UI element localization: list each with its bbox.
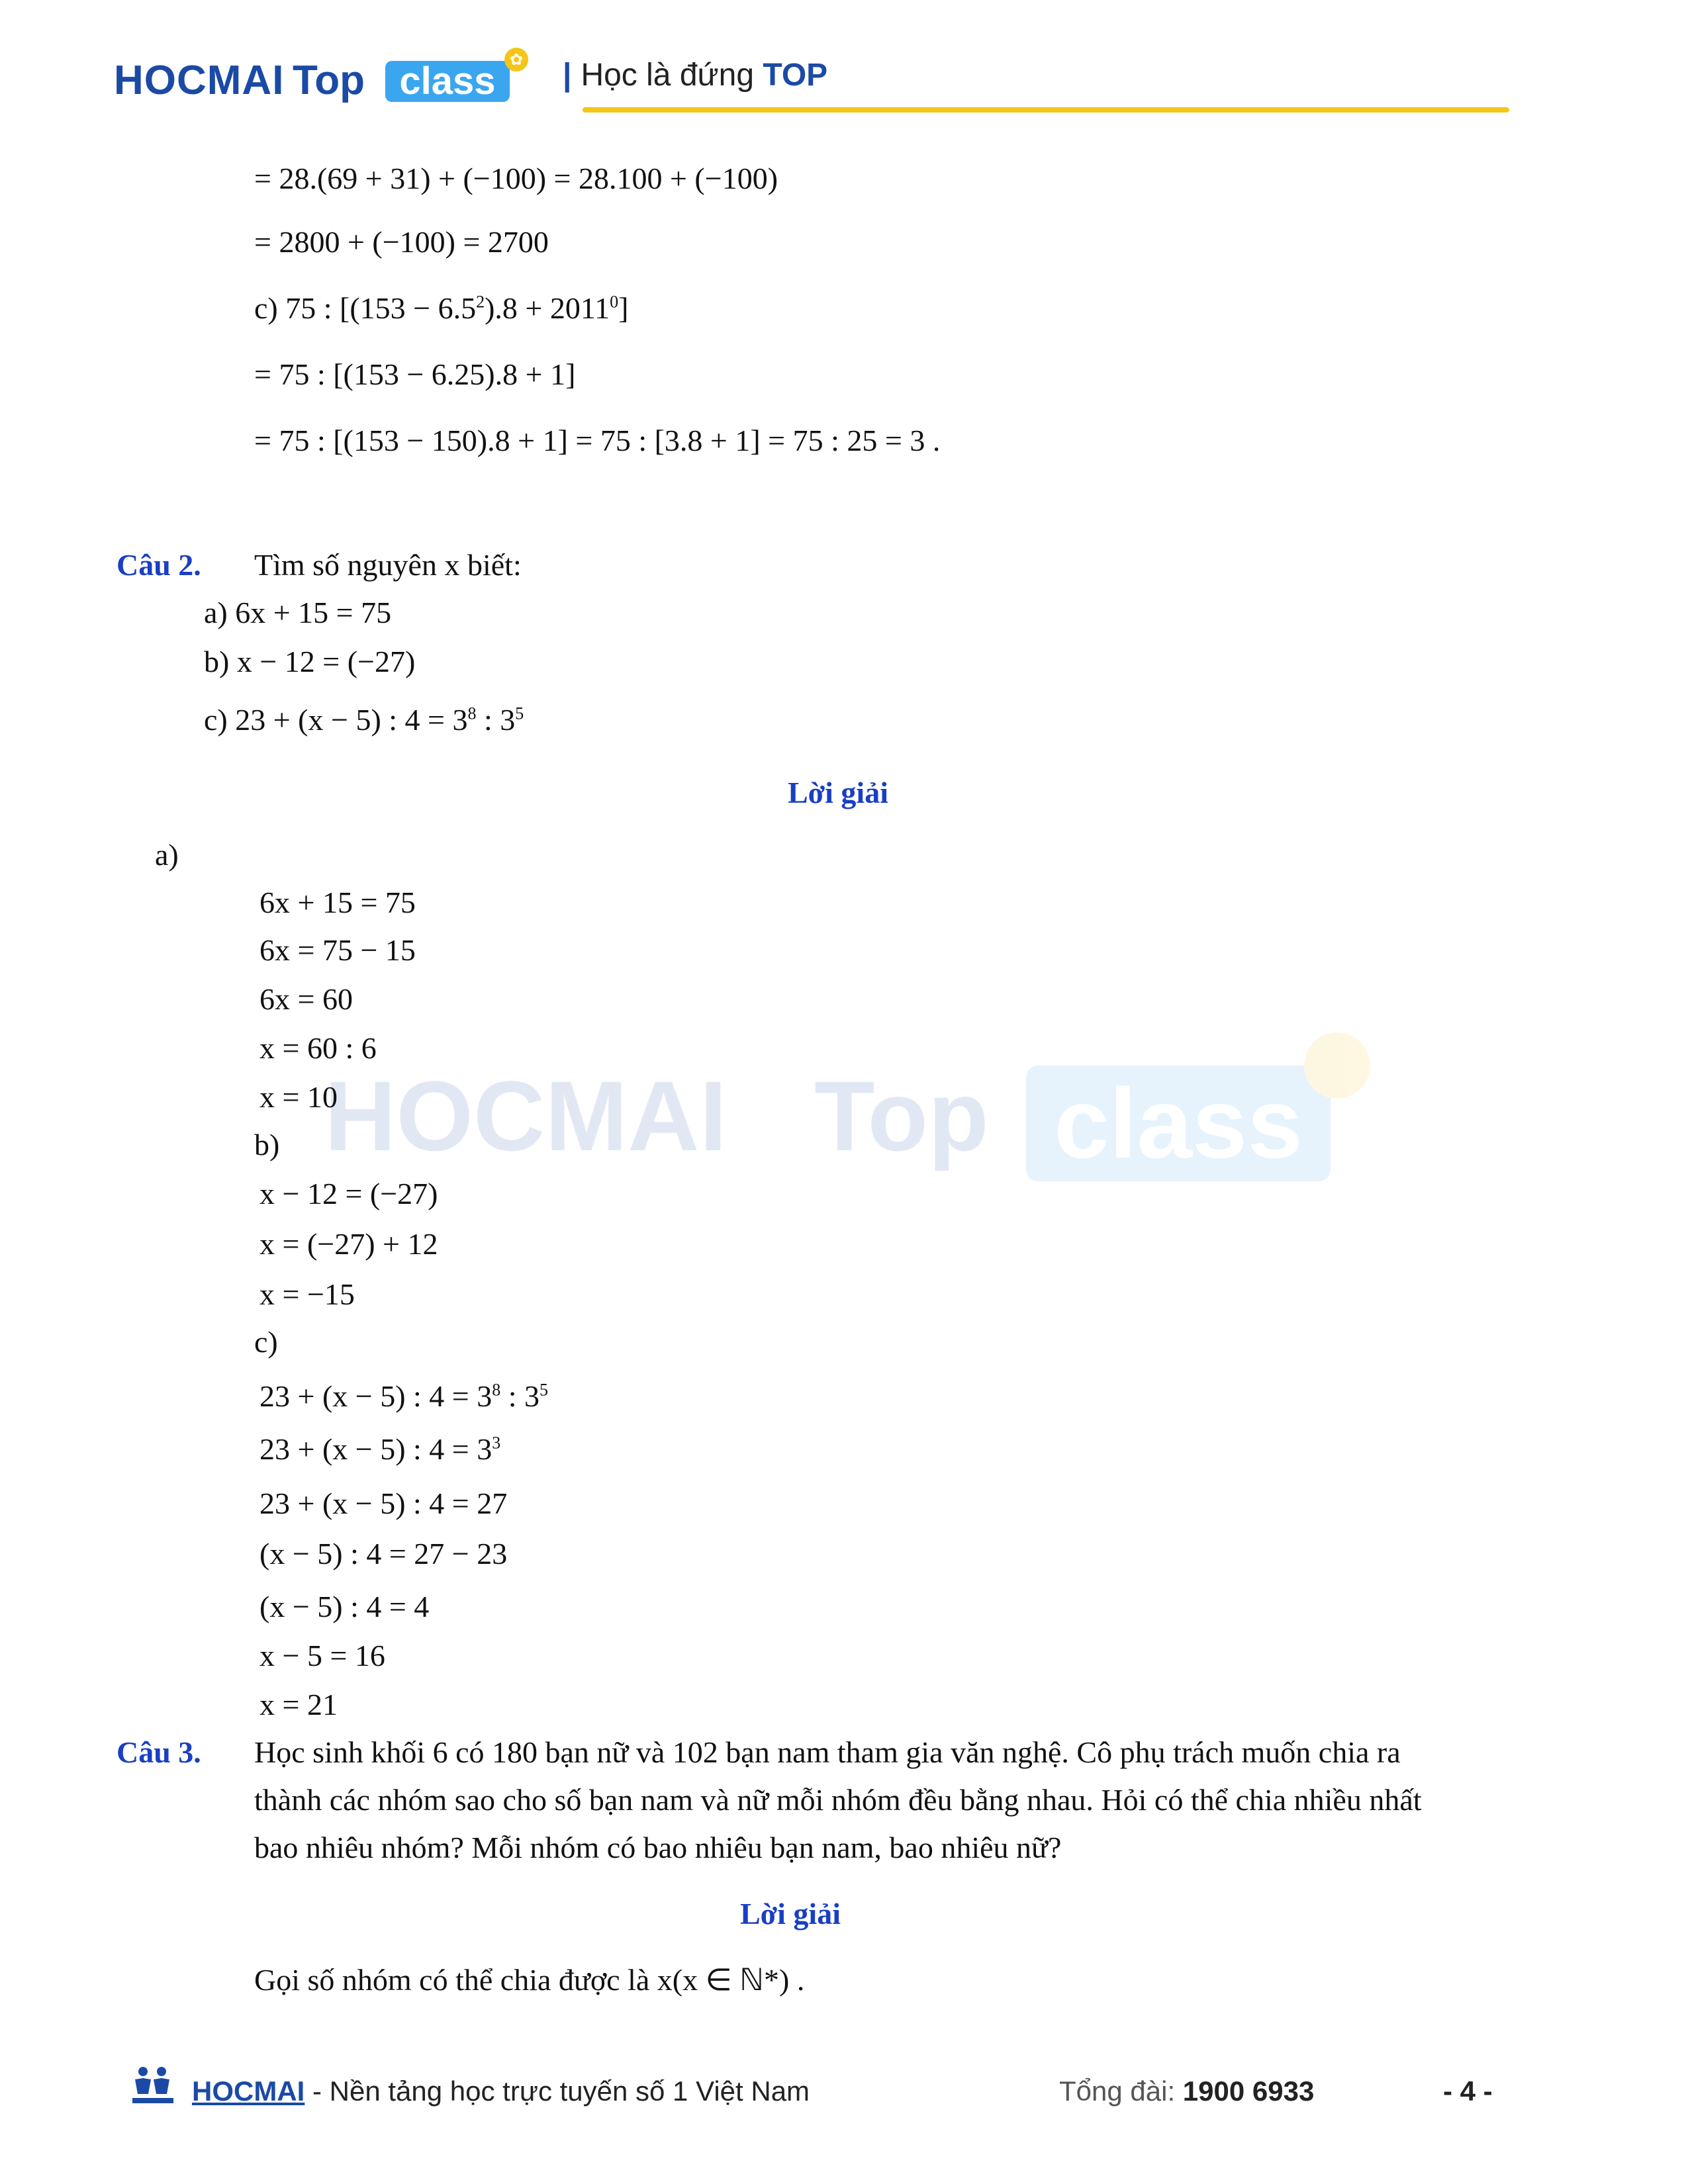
footer-tagline-text: - Nền tảng học trực tuyến số 1 Việt Nam [305, 2075, 810, 2107]
question-3-text [254, 1729, 1422, 1872]
solution-heading: Lời giải [788, 776, 888, 809]
math-text: c) 23 + (x − 5) : 4 = 3 [204, 703, 468, 737]
math-line: x = (−27) + 12 [259, 1227, 438, 1261]
math-line: x = 10 [259, 1080, 338, 1114]
math-text: ] [618, 291, 629, 325]
slogan-top: TOP [763, 58, 828, 93]
math-text: : 3 [500, 1379, 540, 1413]
math-line: 6x + 15 = 75 [259, 886, 416, 919]
question-3-line: Học sinh khối 6 có 180 bạn nữ và 102 bạn nam tham gia văn nghệ. Cô phụ trách muốn chia ra [254, 1735, 1401, 1769]
math-line [259, 1378, 548, 1415]
math-line: = 2800 + (−100) = 2700 [254, 225, 549, 259]
math-text: c) 75 : [(153 − 6.5 [254, 291, 477, 325]
exponent: 8 [492, 1380, 501, 1400]
hotline-number: 1900 6933 [1182, 2075, 1315, 2107]
math-line: = 75 : [(153 − 150).8 + 1] = 75 : [3.8 + 1] = 75 : 25 = 3 . [254, 424, 941, 457]
solution-part-label: a) [155, 838, 179, 872]
exponent: 3 [492, 1433, 501, 1453]
question-2-text: Tìm số nguyên x biết: [254, 548, 522, 582]
footer-brand-link[interactable]: HOCMAI [192, 2075, 305, 2107]
math-line: x = −15 [259, 1277, 355, 1311]
math-line [259, 1431, 500, 1468]
math-line: 6x = 60 [259, 982, 353, 1016]
math-line: = 28.(69 + 31) + (−100) = 28.100 + (−100) [254, 161, 778, 195]
watermark-star-icon [1304, 1032, 1370, 1099]
math-line: 23 + (x − 5) : 4 = 27 [259, 1486, 508, 1520]
logo-hocmai-text: HOCMAI [114, 58, 285, 103]
solution-text: Gọi số nhóm có thể chia được là x(x ∈ ℕ*) . [254, 1963, 805, 1997]
math-line: x = 60 : 6 [259, 1031, 377, 1065]
exponent: 0 [610, 292, 619, 312]
footer-tagline [192, 2075, 810, 2107]
logo-class-badge: class [385, 61, 510, 102]
question-3-line: thành các nhóm sao cho số bạn nam và nữ mỗi nhóm đều bằng nhau. Hỏi có thể chia nhiều nhất [254, 1783, 1422, 1817]
page-number: - 4 - [1443, 2075, 1493, 2107]
solution-heading: Lời giải [740, 1897, 841, 1931]
header-divider [583, 107, 1509, 113]
question-2-part-a: a) 6x + 15 = 75 [204, 596, 392, 629]
slogan-divider: | [563, 58, 572, 93]
math-line: x − 5 = 16 [259, 1639, 385, 1672]
math-line: (x − 5) : 4 = 4 [259, 1590, 430, 1623]
exponent: 5 [539, 1380, 549, 1400]
question-3-line: bao nhiêu nhóm? Mỗi nhóm có bao nhiêu bạn nam, bao nhiêu nữ? [254, 1831, 1062, 1864]
watermark-logo [324, 1046, 1370, 1198]
math-text: : 3 [476, 703, 516, 737]
slogan-text: Học là đứng [581, 58, 755, 93]
math-text: 23 + (x − 5) : 4 = 3 [259, 1379, 492, 1413]
math-line: x = 21 [259, 1688, 338, 1721]
math-line: (x − 5) : 4 = 27 − 23 [259, 1537, 508, 1570]
math-text: 23 + (x − 5) : 4 = 3 [259, 1432, 492, 1466]
exponent: 5 [515, 704, 524, 723]
question-2-part-b: b) x − 12 = (−27) [204, 645, 416, 678]
watermark-top: Top [814, 1060, 989, 1171]
question-2-part-c [204, 702, 524, 739]
solution-part-label: b) [254, 1128, 280, 1161]
math-line [254, 290, 629, 327]
watermark-class: class [1026, 1066, 1331, 1181]
question-3-label: Câu 3. [117, 1735, 201, 1769]
exponent: 8 [467, 704, 477, 723]
math-text: ).8 + 2011 [485, 291, 610, 325]
math-line: x − 12 = (−27) [259, 1177, 438, 1210]
star-icon: ✿ [504, 48, 528, 71]
math-line: = 75 : [(153 − 6.25).8 + 1] [254, 357, 576, 391]
logo-top-text: Top [293, 58, 365, 103]
header-slogan [563, 57, 827, 93]
math-line: 6x = 75 − 15 [259, 933, 416, 967]
hocmai-people-icon [130, 2065, 176, 2106]
exponent: 2 [476, 292, 485, 312]
watermark-hocmai: HOCMAI [324, 1060, 727, 1171]
footer-hotline [1059, 2075, 1314, 2107]
question-2-label: Câu 2. [117, 548, 201, 582]
hotline-label: Tổng đài: [1059, 2075, 1183, 2107]
solution-part-label: c) [254, 1325, 278, 1359]
